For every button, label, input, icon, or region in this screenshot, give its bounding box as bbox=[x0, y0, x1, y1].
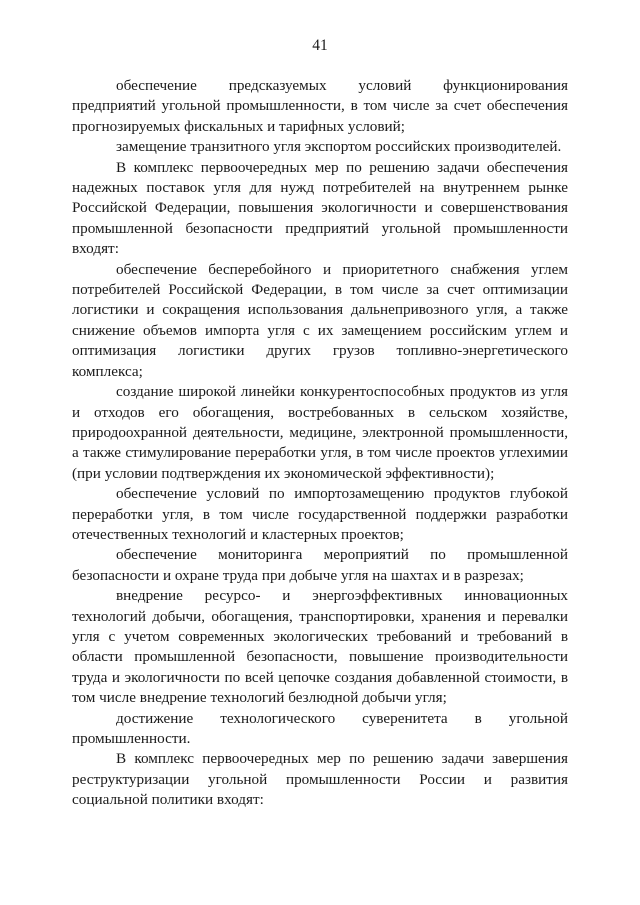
paragraph-import-substitution: обеспечение условий по импортозамещению продуктов глубокой переработки угля, в том числе государственной поддержки разработки отечественных технологий и кластерных проектов; bbox=[72, 485, 568, 543]
paragraph-supply-measures-intro: В комплекс первоочередных мер по решению задачи обеспечения надежных поставок угля для нужд потребителей на внутреннем рынке Российской Федерации, повышения экологичности и совершенствования промышленной безопасности предприятий угольной промышленности входят: bbox=[72, 158, 568, 258]
paragraph-innovative-technologies: внедрение ресурсо- и энергоэффективных инновационных технологий добычи, обогащения, транспортировки, хранения и перевалки угля с учетом современных экологических требований и требований в области промышленной безопасности, повышение производительности труда и экологичности по всей цепочке создания добавленной стоимости, в том числе внедрение технологий безлюдной добычи угля; bbox=[72, 587, 568, 707]
paragraph-restructuring-intro: В комплекс первоочередных мер по решению задачи завершения реструктуризации угольной промышленности России и развития социальной политики входят: bbox=[72, 750, 568, 809]
paragraph-transit-coal-replacement: замещение транзитного угля экспортом российских производителей. bbox=[116, 138, 562, 156]
paragraph-uninterrupted-supply: обеспечение бесперебойного и приоритетного снабжения углем потребителей Российской Федерации, в том числе за счет оптимизации логистики и сокращения использования дальнепривозного угля, а также снижение объемов импорта угля с их замещением российским углем и оптимизация логистики других грузов топливно-энергетического комплекса; bbox=[72, 260, 568, 380]
body-text bbox=[72, 76, 568, 811]
paragraph-product-line: создание широкой линейки конкурентоспособных продуктов из угля и отходов его обогащения, востребованных в сельском хозяйстве, природоохранной деятельности, медицине, электронной промышленности, а также стимулирование переработки угля, в том числе проектов углехимии (при условии подтверждения их экономической эффективности); bbox=[72, 383, 568, 482]
paragraph-safety-monitoring: обеспечение мониторинга мероприятий по промышленной безопасности и охране труда при добыче угля на шахтах и в разрезах; bbox=[72, 546, 568, 584]
paragraph-predictable-conditions: обеспечение предсказуемых условий функционирования предприятий угольной промышленности, в том числе за счет обеспечения прогнозируемых фискальных и тарифных условий; bbox=[72, 77, 568, 135]
page-number: 41 bbox=[312, 37, 328, 54]
paragraph-technological-sovereignty: достижение технологического суверенитета в угольной промышленности. bbox=[72, 709, 568, 747]
